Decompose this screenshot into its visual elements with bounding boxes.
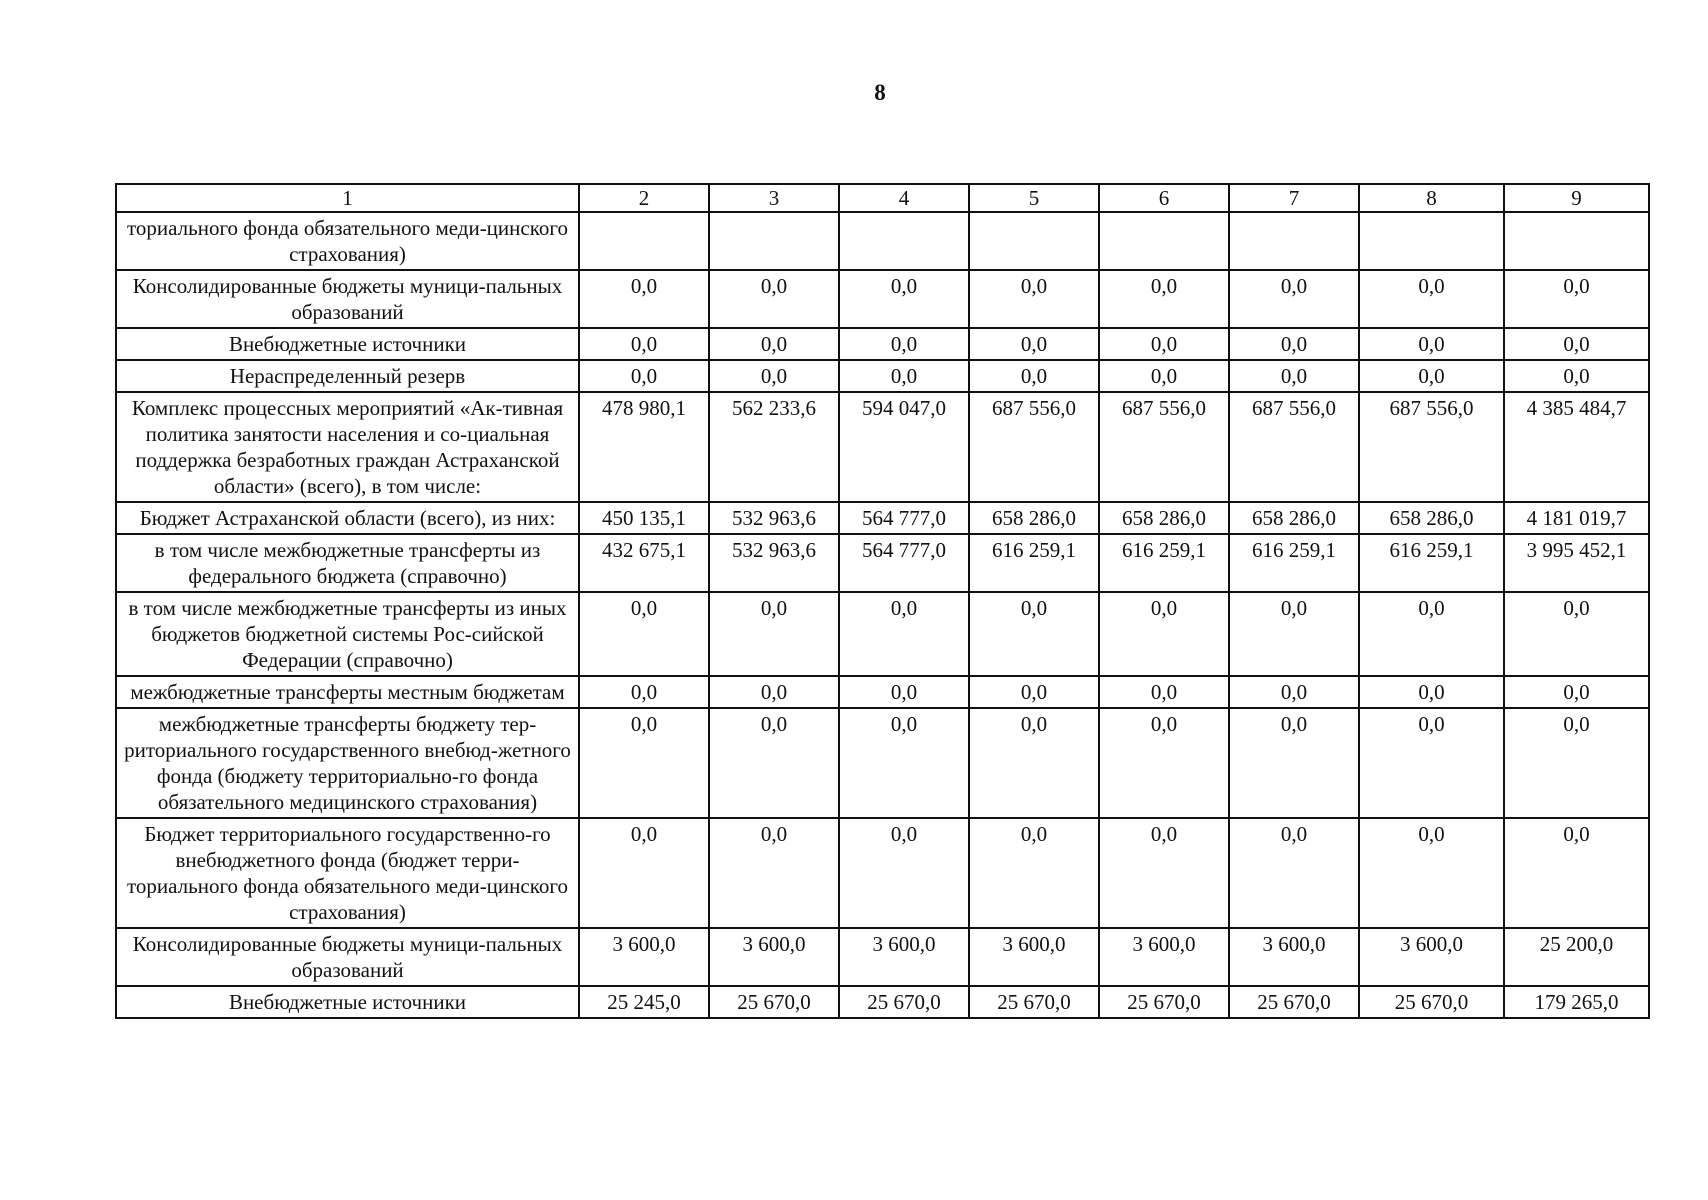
value-cell: 687 556,0	[1229, 392, 1359, 502]
value-cell: 0,0	[1359, 360, 1504, 392]
row-label: ториального фонда обязательного меди-цинского страхования)	[116, 212, 579, 270]
table-row	[116, 708, 1649, 818]
value-cell: 179 265,0	[1504, 986, 1649, 1018]
value-cell: 3 600,0	[1229, 928, 1359, 986]
value-cell: 0,0	[709, 592, 839, 676]
value-cell: 658 286,0	[1229, 502, 1359, 534]
value-cell: 562 233,6	[709, 392, 839, 502]
value-cell: 0,0	[839, 708, 969, 818]
value-cell: 450 135,1	[579, 502, 709, 534]
value-cell	[839, 212, 969, 270]
value-cell: 0,0	[709, 818, 839, 928]
value-cell: 0,0	[1504, 360, 1649, 392]
value-cell: 25 670,0	[1099, 986, 1229, 1018]
table-row	[116, 270, 1649, 328]
value-cell: 0,0	[1229, 328, 1359, 360]
value-cell: 0,0	[709, 360, 839, 392]
value-cell: 25 670,0	[969, 986, 1099, 1018]
row-label: межбюджетные трансферты местным бюджетам	[116, 676, 579, 708]
row-label: Внебюджетные источники	[116, 986, 579, 1018]
value-cell: 0,0	[1359, 708, 1504, 818]
value-cell: 3 600,0	[969, 928, 1099, 986]
value-cell: 564 777,0	[839, 502, 969, 534]
value-cell: 0,0	[1229, 676, 1359, 708]
value-cell: 0,0	[969, 360, 1099, 392]
row-label: Внебюджетные источники	[116, 328, 579, 360]
value-cell: 687 556,0	[969, 392, 1099, 502]
value-cell	[1504, 212, 1649, 270]
value-cell: 0,0	[1229, 592, 1359, 676]
value-cell: 0,0	[969, 328, 1099, 360]
value-cell: 0,0	[1099, 818, 1229, 928]
table-row	[116, 392, 1649, 502]
value-cell: 0,0	[1099, 592, 1229, 676]
table-row	[116, 818, 1649, 928]
row-label: в том числе межбюджетные трансферты из иных бюджетов бюджетной системы Рос-сийской Федерации (справочно)	[116, 592, 579, 676]
value-cell: 0,0	[1099, 676, 1229, 708]
value-cell: 532 963,6	[709, 534, 839, 592]
table-row	[116, 592, 1649, 676]
value-cell: 0,0	[579, 328, 709, 360]
value-cell: 3 600,0	[1359, 928, 1504, 986]
value-cell: 0,0	[709, 270, 839, 328]
value-cell: 0,0	[1229, 818, 1359, 928]
value-cell: 0,0	[1504, 328, 1649, 360]
value-cell: 658 286,0	[969, 502, 1099, 534]
value-cell: 0,0	[1504, 270, 1649, 328]
column-number: 7	[1229, 184, 1359, 212]
column-number-row	[116, 184, 1649, 212]
value-cell	[579, 212, 709, 270]
row-label: в том числе межбюджетные трансферты из федерального бюджета (справочно)	[116, 534, 579, 592]
value-cell: 0,0	[1504, 818, 1649, 928]
column-number: 1	[116, 184, 579, 212]
value-cell: 0,0	[579, 676, 709, 708]
value-cell: 532 963,6	[709, 502, 839, 534]
column-number: 3	[709, 184, 839, 212]
value-cell	[1099, 212, 1229, 270]
value-cell: 0,0	[579, 360, 709, 392]
value-cell: 616 259,1	[969, 534, 1099, 592]
value-cell: 616 259,1	[1229, 534, 1359, 592]
value-cell	[969, 212, 1099, 270]
value-cell: 25 670,0	[709, 986, 839, 1018]
value-cell: 0,0	[1099, 708, 1229, 818]
value-cell: 3 600,0	[579, 928, 709, 986]
value-cell: 594 047,0	[839, 392, 969, 502]
table-row	[116, 212, 1649, 270]
value-cell: 4 385 484,7	[1504, 392, 1649, 502]
value-cell: 0,0	[1504, 592, 1649, 676]
value-cell: 0,0	[839, 818, 969, 928]
column-number: 4	[839, 184, 969, 212]
value-cell: 0,0	[1229, 708, 1359, 818]
value-cell: 0,0	[839, 676, 969, 708]
value-cell	[1359, 212, 1504, 270]
value-cell: 4 181 019,7	[1504, 502, 1649, 534]
value-cell: 0,0	[1504, 708, 1649, 818]
value-cell: 3 600,0	[709, 928, 839, 986]
value-cell: 0,0	[1099, 360, 1229, 392]
table-row	[116, 360, 1649, 392]
budget-table	[115, 183, 1650, 1019]
value-cell: 0,0	[969, 818, 1099, 928]
value-cell: 0,0	[969, 592, 1099, 676]
value-cell: 658 286,0	[1099, 502, 1229, 534]
column-number: 8	[1359, 184, 1504, 212]
value-cell: 0,0	[1504, 676, 1649, 708]
table-row	[116, 534, 1649, 592]
value-cell: 3 600,0	[1099, 928, 1229, 986]
value-cell: 616 259,1	[1099, 534, 1229, 592]
value-cell: 0,0	[969, 676, 1099, 708]
value-cell: 25 245,0	[579, 986, 709, 1018]
column-number: 5	[969, 184, 1099, 212]
value-cell: 3 995 452,1	[1504, 534, 1649, 592]
value-cell: 25 670,0	[1359, 986, 1504, 1018]
table-row	[116, 502, 1649, 534]
value-cell: 687 556,0	[1359, 392, 1504, 502]
value-cell: 0,0	[579, 592, 709, 676]
value-cell: 0,0	[969, 270, 1099, 328]
value-cell: 0,0	[839, 270, 969, 328]
value-cell: 0,0	[1099, 270, 1229, 328]
value-cell: 658 286,0	[1359, 502, 1504, 534]
value-cell: 0,0	[1229, 270, 1359, 328]
value-cell: 0,0	[1359, 270, 1504, 328]
value-cell: 0,0	[1359, 676, 1504, 708]
value-cell: 478 980,1	[579, 392, 709, 502]
value-cell: 0,0	[579, 818, 709, 928]
value-cell: 616 259,1	[1359, 534, 1504, 592]
value-cell: 0,0	[709, 676, 839, 708]
value-cell: 432 675,1	[579, 534, 709, 592]
row-label: Комплекс процессных мероприятий «Ак-тивная политика занятости населения и со-циальная поддержка безработных граждан Астраханской области» (всего), в том числе:	[116, 392, 579, 502]
table-row	[116, 986, 1649, 1018]
row-label: Бюджет территориального государственно-го внебюджетного фонда (бюджет терри-ториального фонда обязательного меди-цинского страхования)	[116, 818, 579, 928]
value-cell: 0,0	[709, 328, 839, 360]
value-cell: 0,0	[1359, 592, 1504, 676]
value-cell: 0,0	[839, 592, 969, 676]
column-number: 9	[1504, 184, 1649, 212]
table-row	[116, 676, 1649, 708]
value-cell: 0,0	[1099, 328, 1229, 360]
value-cell: 0,0	[1229, 360, 1359, 392]
value-cell: 0,0	[839, 360, 969, 392]
column-number: 6	[1099, 184, 1229, 212]
value-cell: 0,0	[1359, 818, 1504, 928]
value-cell: 3 600,0	[839, 928, 969, 986]
value-cell: 25 670,0	[839, 986, 969, 1018]
value-cell	[1229, 212, 1359, 270]
page-number: 8	[874, 80, 886, 105]
row-label: Бюджет Астраханской области (всего), из них:	[116, 502, 579, 534]
value-cell: 0,0	[579, 708, 709, 818]
row-label: Консолидированные бюджеты муници-пальных образований	[116, 270, 579, 328]
table-row	[116, 928, 1649, 986]
value-cell: 687 556,0	[1099, 392, 1229, 502]
value-cell: 0,0	[579, 270, 709, 328]
value-cell	[709, 212, 839, 270]
value-cell: 25 200,0	[1504, 928, 1649, 986]
value-cell: 25 670,0	[1229, 986, 1359, 1018]
value-cell: 0,0	[839, 328, 969, 360]
value-cell: 0,0	[1359, 328, 1504, 360]
row-label: Консолидированные бюджеты муници-пальных образований	[116, 928, 579, 986]
row-label: Нераспределенный резерв	[116, 360, 579, 392]
table-row	[116, 328, 1649, 360]
value-cell: 564 777,0	[839, 534, 969, 592]
column-number: 2	[579, 184, 709, 212]
value-cell: 0,0	[969, 708, 1099, 818]
value-cell: 0,0	[709, 708, 839, 818]
row-label: межбюджетные трансферты бюджету тер-риториального государственного внебюд-жетного фонда (бюджету территориально-го фонда обязательного медицинского страхования)	[116, 708, 579, 818]
